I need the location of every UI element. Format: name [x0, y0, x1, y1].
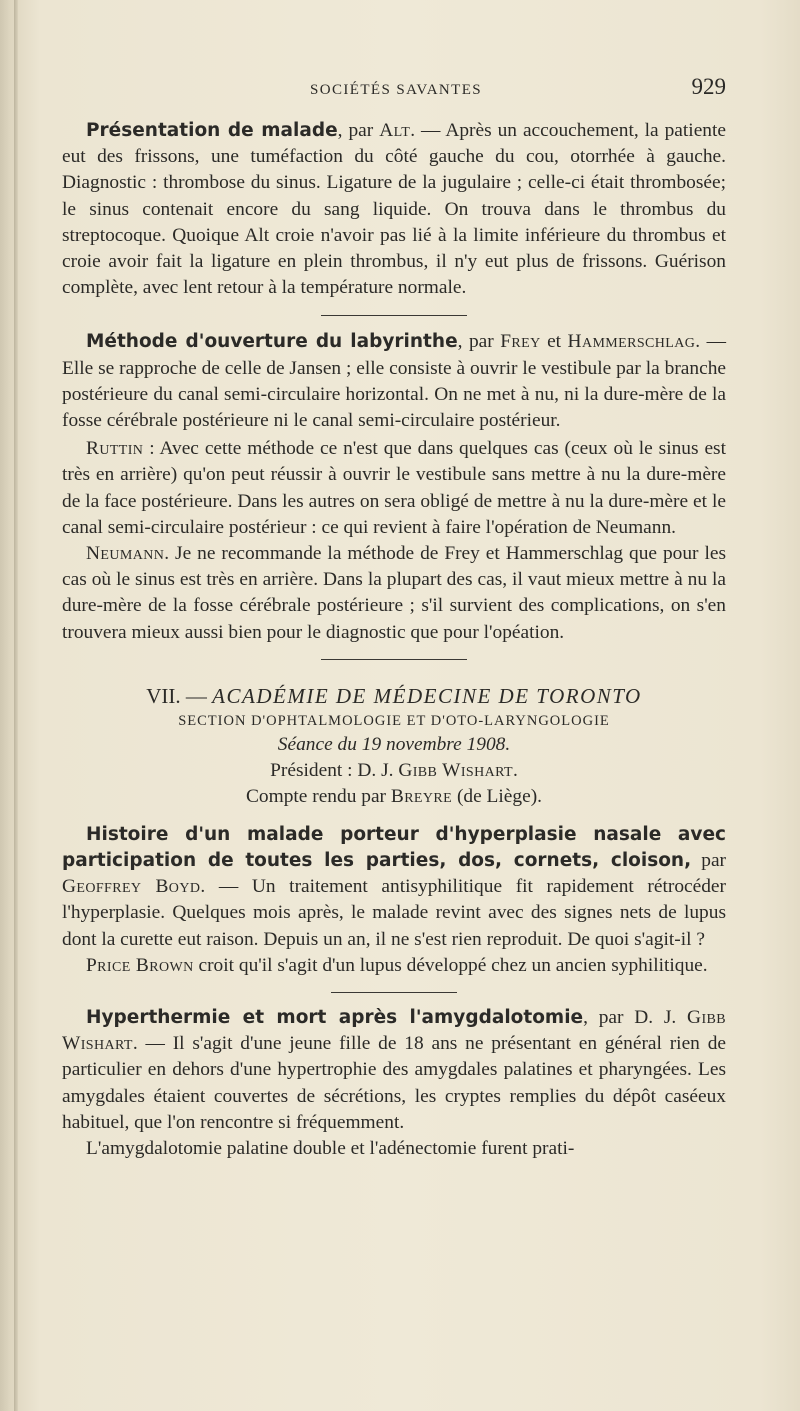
paragraph-text: : Avec cette méthode ce n'est que dans quelques cas (ceux où le sinus est très en arrière) qu'on peut réussir à ouvrir le vestibule sans mettre à nu la dure-mère de la face postérieure. Dans les autres on sera obligé de mettre à nu la dure-mère et le canal semi-circulaire postérieur : ce qui revient à faire l'opération de Neumann.: [62, 438, 726, 538]
president-label: Président : D. J.: [270, 759, 399, 781]
section-number: VII. —: [146, 683, 213, 708]
paragraph-text: . Je ne recommande la méthode de Frey et Hammerschlag que pour les cas où le sinus est très en arrière. Dans la plupart des cas, il vaut mieux mettre à nu la dure-mère de la fosse cérébrale postérieure ; s'il survient des complications, on s'en trouvera mieux aussi bien pour le diagnostic que pour l'opéation.: [62, 543, 726, 643]
article-heading: Hyperthermie et mort après l'amygdalotomie: [86, 1007, 584, 1029]
section-subtitle: SECTION D'OPHTALMOLOGIE ET D'OTO-LARYNGOLOGIE: [178, 712, 610, 729]
author-name: Geoffrey Boyd: [62, 876, 201, 898]
paragraph-price-brown: [62, 953, 726, 979]
paragraph-text: , par: [337, 120, 380, 141]
paragraph-hyperthermie: [62, 1005, 726, 1136]
paragraph-text: . — Elle se rapproche de celle de Jansen ; elle consiste à ouvrir le vestibule par la branche postérieure du canal semi-circulaire horizontal. On ne met à nu, ni la dure-mère de la fosse cérébrale postérieure ni le canal semi-circulaire postérieur.: [62, 331, 726, 432]
paragraph-text: , par D. J.: [583, 1007, 688, 1029]
paragraph-neumann: [62, 541, 726, 646]
section-name: ACADÉMIE DE MÉDECINE DE TORONTO: [212, 683, 642, 708]
report-label: Compte rendu par: [246, 785, 391, 807]
paragraph-text: . — Il s'agit d'une jeune fille de 18 ans ne présentant en général rien de particulier en dehors d'une hypertrophie des amygdales palatines et pharyngées. Les amygdales étaient couvertes de sécrétions, les cryptes remplies du dépôt caséeux habituel, que l'on rencontre si fréquemment.: [62, 1033, 726, 1133]
speaker-name: Neumann: [86, 543, 165, 565]
paragraph-presentation-malade: [62, 118, 726, 301]
speaker-name: Ruttin: [86, 438, 144, 460]
paragraph-amygdalotomie: L'amygdalotomie palatine double et l'adénectomie furent prati-: [86, 1138, 575, 1160]
paragraph-ruttin: [62, 436, 726, 541]
author-name: Hammerschlag: [567, 331, 696, 353]
page-fold-shadow: [14, 0, 18, 1411]
paragraph-text: . — Après un accouchement, la patiente eut des frissons, une tuméfaction du côté gauche du cou, otorrhée à gauche. Diagnostic : thrombose du sinus. Ligature de la jugulaire ; celle-ci était thrombosée; le sinus contenait encore du sang liquide. On trouva dans le thrombus du streptocoque. Quoique Alt croie n'avoir pas lié à la limite inférieure du thrombus et croie avoir fait la ligature en plein thrombus, il n'y eut plus de frissons. Guérison complète, avec lent retour à la température normale.: [62, 120, 726, 299]
article-heading: Présentation de malade: [86, 120, 338, 141]
page-body: [62, 118, 726, 1162]
separator-rule: [331, 992, 457, 993]
author-name: Frey: [500, 331, 541, 353]
report-line: [62, 784, 726, 810]
president-name: Gibb Wishart: [398, 759, 513, 781]
paragraph-text: , par: [457, 331, 501, 353]
article-heading: Méthode d'ouverture du labyrinthe: [86, 331, 458, 353]
paragraph-methode-labyrinthe: [62, 329, 726, 434]
paragraph-text: . — Un traitement antisyphilitique fit rapidement rétrocéder l'hyperplasie. Quelques mois après, le malade revint avec des signes nets de lupus dont la curette eut raison. Depuis un an, il ne s'est rien reproduit. De quoi s'agit-il ?: [62, 876, 726, 950]
report-place: (de Liège).: [452, 785, 542, 807]
session-date: Séance du 19 novembre 1908.: [277, 733, 511, 755]
speaker-name: Price Brown: [86, 954, 194, 976]
page-number: 929: [691, 74, 726, 99]
running-head: SOCIÉTÉS SAVANTES: [310, 82, 483, 98]
section-title: [62, 682, 726, 710]
president-line: [62, 758, 726, 784]
paragraph-text: croit qu'il s'agit d'un lupus développé chez un ancien syphilitique.: [193, 954, 708, 976]
article-heading: Histoire d'un malade porteur d'hyperplasie nasale avec participation de toutes les parties, dos, cornets, cloison,: [62, 823, 726, 872]
separator-rule: [321, 659, 467, 660]
page-header: [62, 72, 726, 108]
paragraph-text: et: [540, 331, 568, 353]
author-name: Gibb Wishart: [62, 1007, 726, 1055]
paragraph-text: par: [691, 850, 727, 872]
paragraph-hyperplasie-nasale: [62, 822, 726, 953]
reporter-name: Breyre: [390, 785, 453, 807]
author-name: Alt: [379, 120, 411, 141]
president-end: .: [513, 759, 518, 781]
separator-rule: [321, 315, 467, 316]
